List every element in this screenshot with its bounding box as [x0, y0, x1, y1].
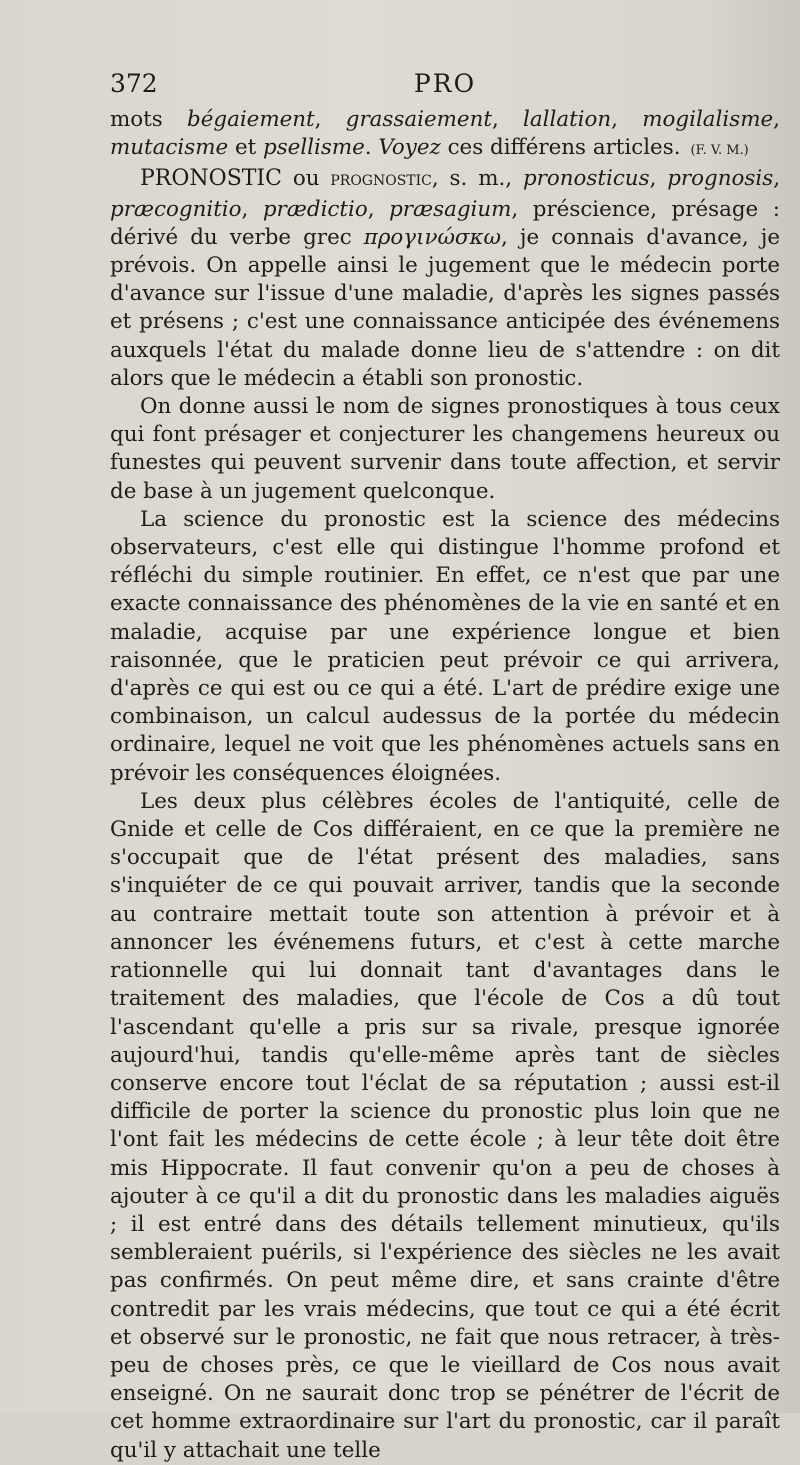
text-span: mutacisme — [110, 135, 229, 161]
running-head — [110, 62, 780, 106]
text-span: lallation — [523, 107, 612, 132]
text-span: Les deux plus célèbres écoles de l'antiquité, celle de Gnide et celle de Cos différaient, en ce que la première ne s'occupait que de l'état présent des maladies, sans s'inquiéter de ce qui pouvait arriver, tandis que la seconde au contraire mettait toute son attention à prévoir et à annoncer les événemens futurs, et c'est à cette marche rationnelle qui lui donnait tant d'avantages dans le traitement des maladies, que l'école de Cos a dû tout l'ascendant qu'elle a pris sur sa rivale, presque ignorée aujourd'hui, tandis qu'elle-même après tant de siècles conserve encore tout l'éclat de sa réputation ; aussi est-il difficile de porter la science du pronostic plus loin que ne l'ont fait les médecins de cette école ; à leur tête doit être mis Hippocrate. Il faut convenir qu'on a peu de choses à ajouter à ce qu'il a dit du pronostic dans les maladies aiguës ; il est entré dans des détails tellement minutieux, qu'ils sembleraient puérils, si l'expérience des siècles ne les avait pas confirmés. On peut même dire, et sans crainte d'être contredit par les vrais médecins, que tout ce qui a été écrit et observé sur le pronostic, ne fait que nous retracer, à très-peu de choses près, ce que le vieillard de Cos nous avait enseigné. On ne saurait donc trop se pénétrer de l'écrit de cet homme extraordinaire sur l'art du pronostic, car il paraît qu'il y attachait une telle — [110, 788, 780, 1463]
text-span: , — [314, 107, 346, 132]
body-text — [110, 106, 780, 1465]
text-span: prognosis — [667, 166, 774, 192]
text-span: , — [773, 107, 780, 132]
text-span: προγινώσκω — [363, 224, 501, 250]
running-title: PRO — [413, 69, 477, 98]
text-span: psellisme — [263, 135, 365, 161]
text-span: præcognitio — [110, 196, 242, 222]
text-span: , — [491, 107, 524, 132]
entry-headword: PRONOSTIC — [140, 166, 282, 192]
text-span: , s. m., — [431, 166, 523, 192]
text-span: bégaiement — [187, 107, 315, 132]
text-span: On donne aussi le nom de signes pronostiques à tous ceux qui font présager et conjecturer les changemens heureux ou funestes qui peuvent survenir dans toute affection, et servir de base à un jugement quelconque. — [110, 394, 780, 504]
text-span: grassaiement — [345, 107, 492, 132]
text-span: La science du pronostic est la science des médecins observateurs, c'est elle qui distingue l'homme profond et réfléchi du simple routinier. En effet, ce n'est que par une exacte connaissance des phénomènes de la vie en santé et en maladie, acquise par une expérience longue et bien raisonnée, que le praticien peut prévoir ce qui arrivera, d'après ce qui est ou ce qui a été. L'art de prédire exige une combinaison, un calcul audessus de la portée du médecin ordinaire, lequel ne voit que les phénomènes actuels sans en prévoir les conséquences éloignées. — [110, 506, 780, 786]
text-span: PROGNOSTIC — [330, 173, 432, 190]
text-span: ou — [281, 166, 331, 192]
author-signature: (F. V. M.) — [690, 143, 749, 159]
text-span: et — [228, 135, 264, 161]
text-span: mots — [110, 107, 188, 132]
text-span: , je connais d'avance, je prévois. On appelle ainsi le jugement que le médecin porte d'avance sur l'issue d'une maladie, d'après les signes passés et présens ; c'est une connaissance anticipée des événemens auxquels l'état du malade donne lieu de s'attendre : on dit alors que le médecin a établi son pronostic. — [110, 224, 780, 391]
text-span: , — [241, 196, 263, 222]
paragraph — [110, 788, 780, 1465]
paragraph — [110, 506, 780, 788]
text-span: prædictio — [262, 196, 368, 222]
text-span: , — [367, 196, 390, 222]
text-span: pronosticus — [522, 166, 650, 192]
text-span: mogilalisme — [642, 107, 774, 132]
page-number: 372 — [110, 69, 158, 98]
paragraph — [110, 106, 780, 165]
text-span: præsagium — [389, 196, 512, 222]
paragraph — [110, 393, 780, 506]
text-span: ces différens articles. — [440, 135, 681, 161]
text-span: , — [649, 166, 668, 192]
text-span: Voyez — [378, 135, 441, 161]
text-span: , — [773, 166, 780, 192]
text-span: . — [364, 135, 379, 161]
paragraph — [110, 165, 780, 393]
text-span: , préscience, présage : dérivé du verbe grec — [110, 196, 780, 250]
text-span: , — [611, 107, 643, 132]
